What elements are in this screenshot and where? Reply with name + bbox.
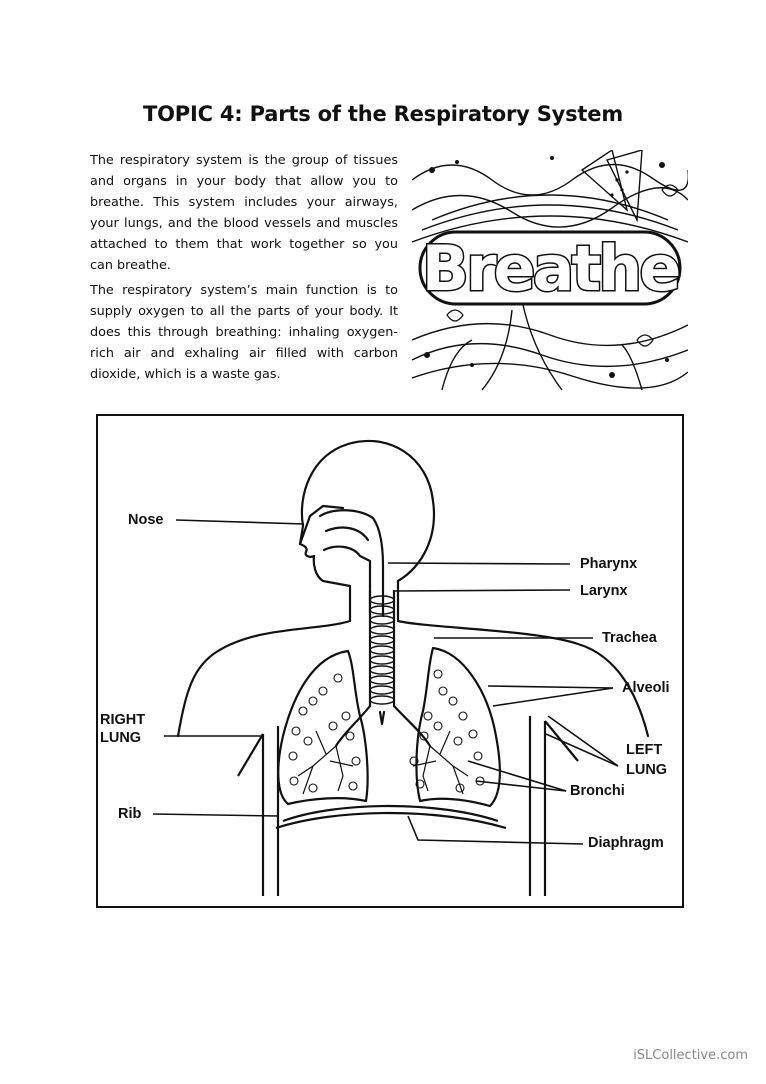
respiratory-diagram [96, 414, 684, 908]
label-right-lung-2: LUNG [100, 730, 142, 746]
breathe-illustration [412, 150, 688, 392]
right-lung [278, 651, 367, 804]
label-nose: Nose [128, 512, 164, 528]
label-left-lung-1: LEFT [626, 742, 663, 758]
function-paragraph: The respiratory system’s main function is to supply oxygen to all the parts of your body. It does this through breathing: inhaling oxygen-rich air and exhaling air filled with carbon dioxide, which is a waste gas. [90, 283, 398, 382]
label-bronchi: Bronchi [570, 783, 625, 799]
page-title: TOPIC 4: Parts of the Respiratory System [142, 102, 623, 126]
label-right-lung-1: RIGHT [100, 712, 146, 728]
breathe-word: Breathe [421, 232, 679, 305]
label-pharynx: Pharynx [580, 556, 638, 572]
label-diaphragm: Diaphragm [588, 835, 664, 851]
label-left-lung-2: LUNG [626, 762, 668, 778]
label-alveoli: Alveoli [622, 680, 670, 696]
intro-paragraph: The respiratory system is the group of tissues and organs in your body that allow you to breathe. This system includes your airways, your lungs, and the blood vessels and muscles attached to them that work together so you can breathe. [90, 153, 398, 273]
label-rib: Rib [118, 806, 142, 822]
label-trachea: Trachea [602, 630, 657, 646]
label-larynx: Larynx [580, 583, 628, 599]
watermark-footer: iSLCollective.com [633, 1048, 748, 1063]
